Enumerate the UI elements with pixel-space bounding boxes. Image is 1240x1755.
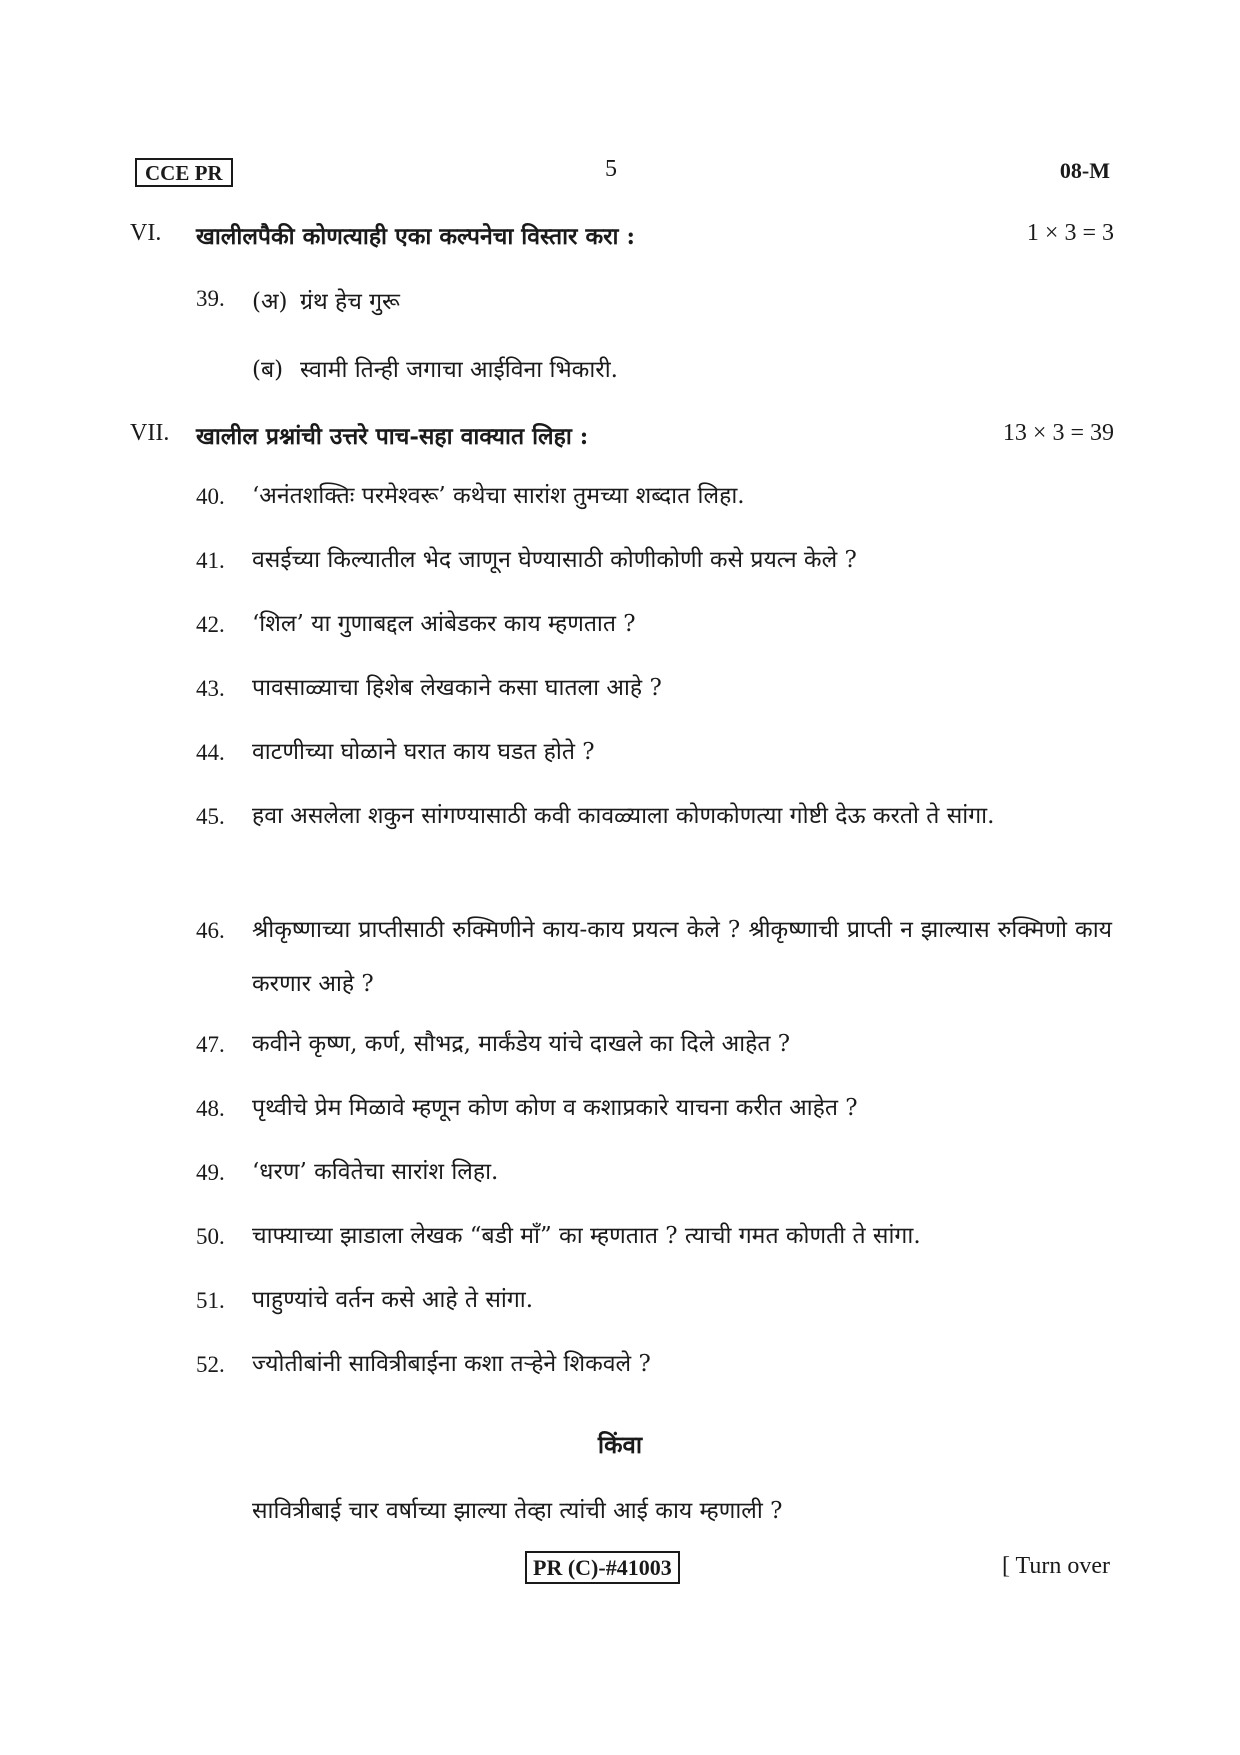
question-52-text: ज्योतीबांनी सावित्रीबाईना कशा तऱ्हेने शिकवले ? xyxy=(252,1351,651,1377)
footer-code-box: PR (C)-#41003 xyxy=(525,1551,680,1584)
question-46-number: 46. xyxy=(196,918,225,943)
page-number: 5 xyxy=(605,156,617,182)
question-40-text: ‘अनंतशक्तिः परमेश्वरू’ कथेचा सारांश तुमच्या शब्दात लिहा. xyxy=(252,483,745,509)
question-49-text: ‘धरण’ कवितेचा सारांश लिहा. xyxy=(252,1159,499,1185)
section-vii-marks: 13 × 3 = 39 xyxy=(1002,420,1114,446)
question-46-text: श्रीकृष्णाच्या प्राप्तीसाठी रुक्मिणीने काय-काय प्रयत्न केले ? श्रीकृष्णाची प्राप्ती न झाल्यास रुक्मिणो काय करणार आहे ? xyxy=(252,917,1112,997)
question-49-number: 49. xyxy=(196,1160,225,1185)
question-50-number: 50. xyxy=(196,1224,225,1249)
turn-over-label: [ Turn over xyxy=(1001,1553,1110,1579)
question-52-number: 52. xyxy=(196,1352,225,1377)
section-vi-marks: 1 × 3 = 3 xyxy=(1026,220,1114,246)
paper-code-box: CCE PR xyxy=(135,158,233,187)
question-51-number: 51. xyxy=(196,1288,225,1313)
option-b-label: (ब) xyxy=(252,357,284,383)
question-51-text: पाहुण्यांचे वर्तन कसे आहे ते सांगा. xyxy=(252,1287,534,1313)
option-a-text: ग्रंथ हेच गुरू xyxy=(300,289,400,315)
question-44-text: वाटणीच्या घोळाने घरात काय घडत होते ? xyxy=(252,739,595,765)
question-41-text: वसईच्या किल्यातील भेद जाणून घेण्यासाठी कोणीकोणी कसे प्रयत्न केले ? xyxy=(252,547,857,573)
section-vii-title: खालील प्रश्नांची उत्तरे पाच-सहा वाक्यात लिहा : xyxy=(196,423,589,450)
question-43-text: पावसाळ्याचा हिशेब लेखकाने कसा घातला आहे ? xyxy=(252,675,662,701)
question-45-number: 45. xyxy=(196,804,225,829)
or-label: किंवा xyxy=(597,1430,643,1459)
question-44-number: 44. xyxy=(196,740,225,765)
question-39-number: 39. xyxy=(196,286,225,311)
question-47-text: कवीने कृष्ण, कर्ण, सौभद्र, मार्कंडेय यांचे दाखले का दिले आहेत ? xyxy=(252,1031,791,1057)
question-42-text: ‘शिल’ या गुणाबद्दल आंबेडकर काय म्हणतात ? xyxy=(252,611,636,637)
paper-id: 08-M xyxy=(1059,158,1110,183)
question-40-number: 40. xyxy=(196,484,225,509)
question-52-alternative-text: सावित्रीबाई चार वर्षाच्या झाल्या तेव्हा त्यांची आई काय म्हणाली ? xyxy=(252,1498,783,1524)
option-a-label: (अ) xyxy=(252,289,288,315)
question-50-text: चाफ्याच्या झाडाला लेखक “बडी माँ” का म्हणतात ? त्याची गमत कोणती ते सांगा. xyxy=(252,1223,921,1249)
question-48-number: 48. xyxy=(196,1096,225,1121)
question-47-number: 47. xyxy=(196,1032,225,1057)
option-b-text: स्वामी तिन्ही जगाचा आईविना भिकारी. xyxy=(300,357,618,383)
question-48-text: पृथ्वीचे प्रेम मिळावे म्हणून कोण कोण व कशाप्रकारे याचना करीत आहेत ? xyxy=(252,1095,858,1121)
question-45-text: हवा असलेला शकुन सांगण्यासाठी कवी कावळ्याला कोणकोणत्या गोष्टी देऊ करतो ते सांगा. xyxy=(252,803,995,829)
question-42-number: 42. xyxy=(196,612,225,637)
section-vii-number: VII. xyxy=(130,420,170,446)
question-43-number: 43. xyxy=(196,676,225,701)
section-vi-number: VI. xyxy=(130,220,162,246)
section-vi-title: खालीलपैकी कोणत्याही एका कल्पनेचा विस्तार करा : xyxy=(196,223,635,250)
question-41-number: 41. xyxy=(196,548,225,573)
